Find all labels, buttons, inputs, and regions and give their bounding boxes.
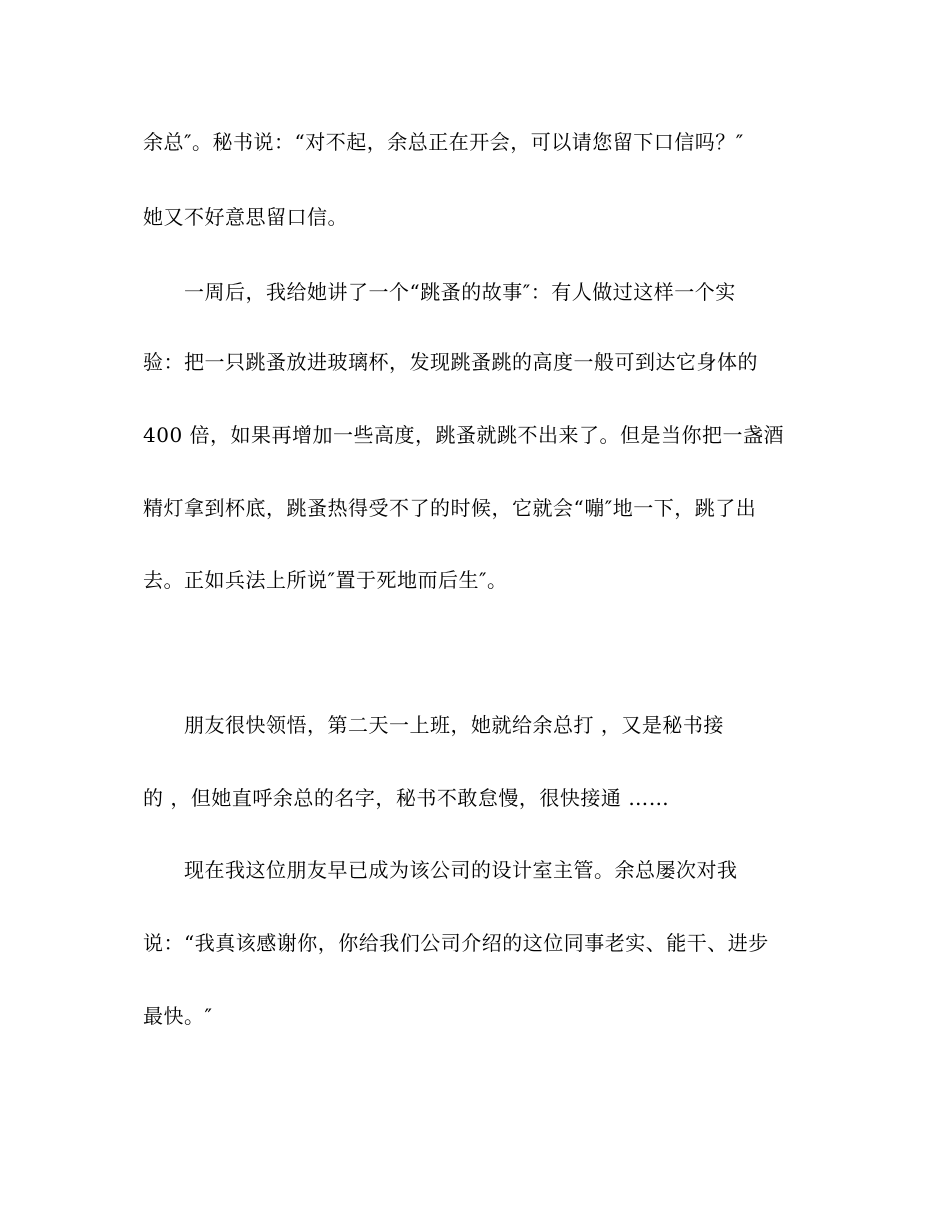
paragraph-line-12: 最快。″	[143, 1004, 213, 1028]
paragraph-line-7: 去。正如兵法上所说″置于死地而后生″。	[143, 568, 508, 592]
paragraph-line-3: 一周后，我给她讲了一个“跳蚤的故事″：有人做过这样一个实	[184, 280, 736, 304]
paragraph-line-10: 现在我这位朋友早已成为该公司的设计室主管。余总屡次对我	[184, 858, 738, 882]
paragraph-line-8: 朋友很快领悟，第二天一上班，她就给余总打 ，又是秘书接	[184, 713, 724, 737]
paragraph-line-1: 余总″。秘书说：“对不起，余总正在开会，可以请您留下口信吗？″	[143, 130, 744, 154]
paragraph-line-6: 精灯拿到杯底，跳蚤热得受不了的时候，它就会“嘣″地一下，跳了出	[143, 496, 757, 520]
paragraph-line-11: 说：“我真该感谢你，你给我们公司介绍的这位同事老实、能干、进步	[143, 931, 769, 955]
paragraph-line-4: 验：把一只跳蚤放进玻璃杯，发现跳蚤跳的高度一般可到达它身体的	[143, 350, 758, 374]
paragraph-line-5: 400 倍，如果再增加一些高度，跳蚤就跳不出来了。但是当你把一盏酒	[143, 423, 785, 447]
paragraph-line-2: 她又不好意思留口信。	[143, 205, 348, 229]
paragraph-line-9: 的 ，但她直呼余总的名字，秘书不敢怠慢，很快接通 ……	[143, 786, 670, 810]
